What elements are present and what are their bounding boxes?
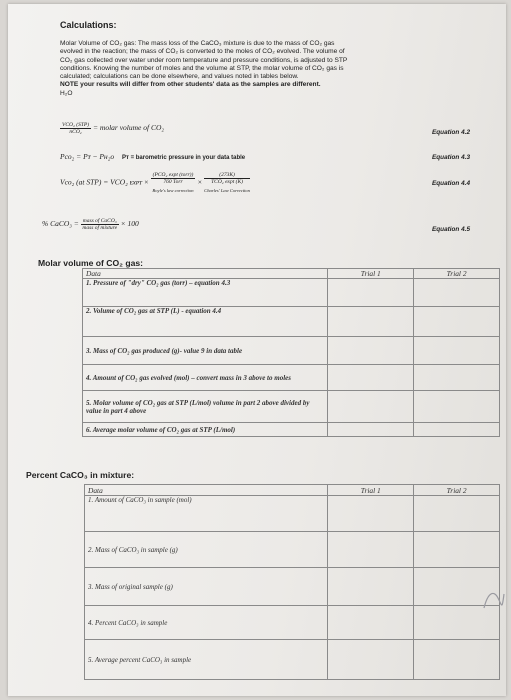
table-row [85, 568, 500, 606]
molar-volume-title: Molar volume of CO₂ gas: [38, 258, 144, 268]
row-label: 1. Amount of CaCO₃ in sample (mol) [85, 496, 328, 532]
header-trial-2: Trial 2 [414, 269, 500, 279]
trial-2-cell[interactable] [414, 365, 500, 391]
trial-1-cell[interactable] [328, 496, 414, 532]
calculations-heading: Calculations: [60, 20, 117, 30]
eq45-fraction [81, 218, 119, 231]
row-label: 2. Volume of CO₂ gas at STP (L) - equation 4.4 [83, 307, 328, 337]
trial-2-cell[interactable] [414, 640, 500, 680]
trial-2-cell[interactable] [414, 532, 500, 568]
eq42-fraction [60, 122, 91, 135]
row-label: 4. Amount of CO₂ gas evolved (mol) – convert mass in 3 above to moles [83, 365, 328, 391]
table-row [85, 606, 500, 640]
eq42-label: Equation 4.2 [432, 129, 470, 136]
paragraph-line: evolved in the reaction; the mass of CO₂ is converted to the moles of CO₂ evolved. The volume of [60, 48, 345, 56]
percent-caco3-table [84, 484, 500, 680]
eq45-label: Equation 4.5 [432, 226, 470, 233]
equation-4-2 [60, 122, 164, 135]
header-trial-1: Trial 1 [328, 269, 414, 279]
paragraph-line: conditions. Knowing the number of moles and the volume at STP, the molar volume of CO₂ gas is [60, 64, 344, 72]
eq44-f1-numerator: (PCO₂ expt (torr)) [152, 172, 194, 178]
row-label: 5. Average percent CaCO₃ in sample [85, 640, 328, 680]
paragraph-line: calculated; calculations can be done elsewhere, and values noted in tables below. [60, 73, 299, 81]
eq44-f1-denominator: 760 Torr [163, 179, 183, 185]
trial-1-cell[interactable] [328, 391, 414, 423]
equation-4-5 [42, 218, 139, 231]
eq42-rhs: = molar volume of CO₂ [93, 123, 164, 133]
table-row [83, 365, 500, 391]
row-label: 1. Pressure of "dry" CO₂ gas (torr) – equation 4.3 [83, 279, 328, 307]
trial-2-cell[interactable] [414, 337, 500, 365]
eq45-rhs: × 100 [120, 219, 139, 229]
trial-1-cell[interactable] [328, 307, 414, 337]
table-row [85, 532, 500, 568]
trial-1-cell[interactable] [328, 568, 414, 606]
eq44-label: Equation 4.4 [432, 180, 470, 187]
table-row [85, 496, 500, 532]
trial-1-cell[interactable] [328, 423, 414, 437]
header-data: Data [85, 485, 328, 496]
table-header-row [83, 269, 500, 279]
molar-volume-table [82, 268, 500, 437]
row-label: 2. Mass of CaCO₃ in sample (g) [85, 532, 328, 568]
eq44-boyle-note: Boyle's law correction [152, 188, 194, 193]
eq42-numerator: VCO₂ (STP) [62, 122, 90, 128]
header-trial-2: Trial 2 [414, 485, 500, 496]
table-header-row [85, 485, 500, 496]
eq44-charles-fraction [204, 172, 250, 194]
trial-2-cell[interactable] [414, 279, 500, 307]
eq44-boyle-fraction [151, 172, 196, 194]
trial-1-cell[interactable] [328, 532, 414, 568]
paragraph-line: Molar Volume of CO₂ gas: The mass loss of the CaCO₃ mixture is due to the mass of CO₂ gas [60, 40, 335, 47]
equation-4-3 [60, 152, 245, 161]
header-data: Data [83, 269, 328, 279]
trial-2-cell[interactable] [414, 423, 500, 437]
eq44-f2-numerator: (273K) [204, 172, 250, 179]
eq45-denominator: mass of mixture [82, 225, 118, 231]
row-label: 5. Molar volume of CO₂ gas at STP (L/mol) volume in part 2 above divided by value in part 4 above [83, 391, 328, 423]
eq43-lhs: Pco₂ = Pᴛ − Pʜ₂o [60, 152, 115, 161]
trial-1-cell[interactable] [328, 279, 414, 307]
table-row [83, 423, 500, 437]
eq42-denominator: nCO₂ [69, 129, 82, 135]
eq44-times: × [197, 177, 203, 187]
trial-1-cell[interactable] [328, 337, 414, 365]
instructions-paragraph [60, 40, 490, 98]
percent-caco3-title: Percent CaCO₃ in mixture: [26, 470, 135, 480]
paragraph-line: CO₂ gas collected over water under room temperature and pressure conditions, is adjusted to STP [60, 56, 348, 64]
table-row [83, 279, 500, 307]
table-row [83, 391, 500, 423]
row-label: 3. Mass of original sample (g) [85, 568, 328, 606]
trial-1-cell[interactable] [328, 365, 414, 391]
trial-2-cell[interactable] [414, 391, 500, 423]
trial-2-cell[interactable] [414, 496, 500, 532]
paragraph-note: NOTE your results will differ from other students' data as the samples are different. [60, 81, 321, 89]
eq45-numerator: mass of CaCO₃ [82, 218, 117, 224]
eq43-note: Pᴛ = barometric pressure in your data table [121, 155, 246, 161]
paragraph-line: H₂O [60, 89, 73, 97]
trial-1-cell[interactable] [328, 640, 414, 680]
row-label: 3. Mass of CO₂ gas produced (g)- value 9 in data table [83, 337, 328, 365]
pencil-scribble-icon [480, 584, 506, 614]
table-row [85, 640, 500, 680]
worksheet-page [8, 4, 506, 696]
eq44-lhs: Vco₂ (at STP) = VCO₂ ᴇxᴘᴛ × [60, 177, 149, 187]
table-row [83, 307, 500, 337]
eq43-label: Equation 4.3 [432, 154, 470, 161]
trial-1-cell[interactable] [328, 606, 414, 640]
eq44-f2-denominator: TCO₂ expt (K) [211, 179, 243, 185]
trial-2-cell[interactable] [414, 307, 500, 337]
row-label: 6. Average molar volume of CO₂ gas at STP (L/mol) [83, 423, 328, 437]
eq45-lhs: % CaCO₃ = [42, 219, 79, 229]
eq44-charles-note: Charles' Law Correction [204, 188, 250, 193]
row-label: 4. Percent CaCO₃ in sample [85, 606, 328, 640]
equation-4-4 [60, 172, 250, 194]
header-trial-1: Trial 1 [328, 485, 414, 496]
table-row [83, 337, 500, 365]
